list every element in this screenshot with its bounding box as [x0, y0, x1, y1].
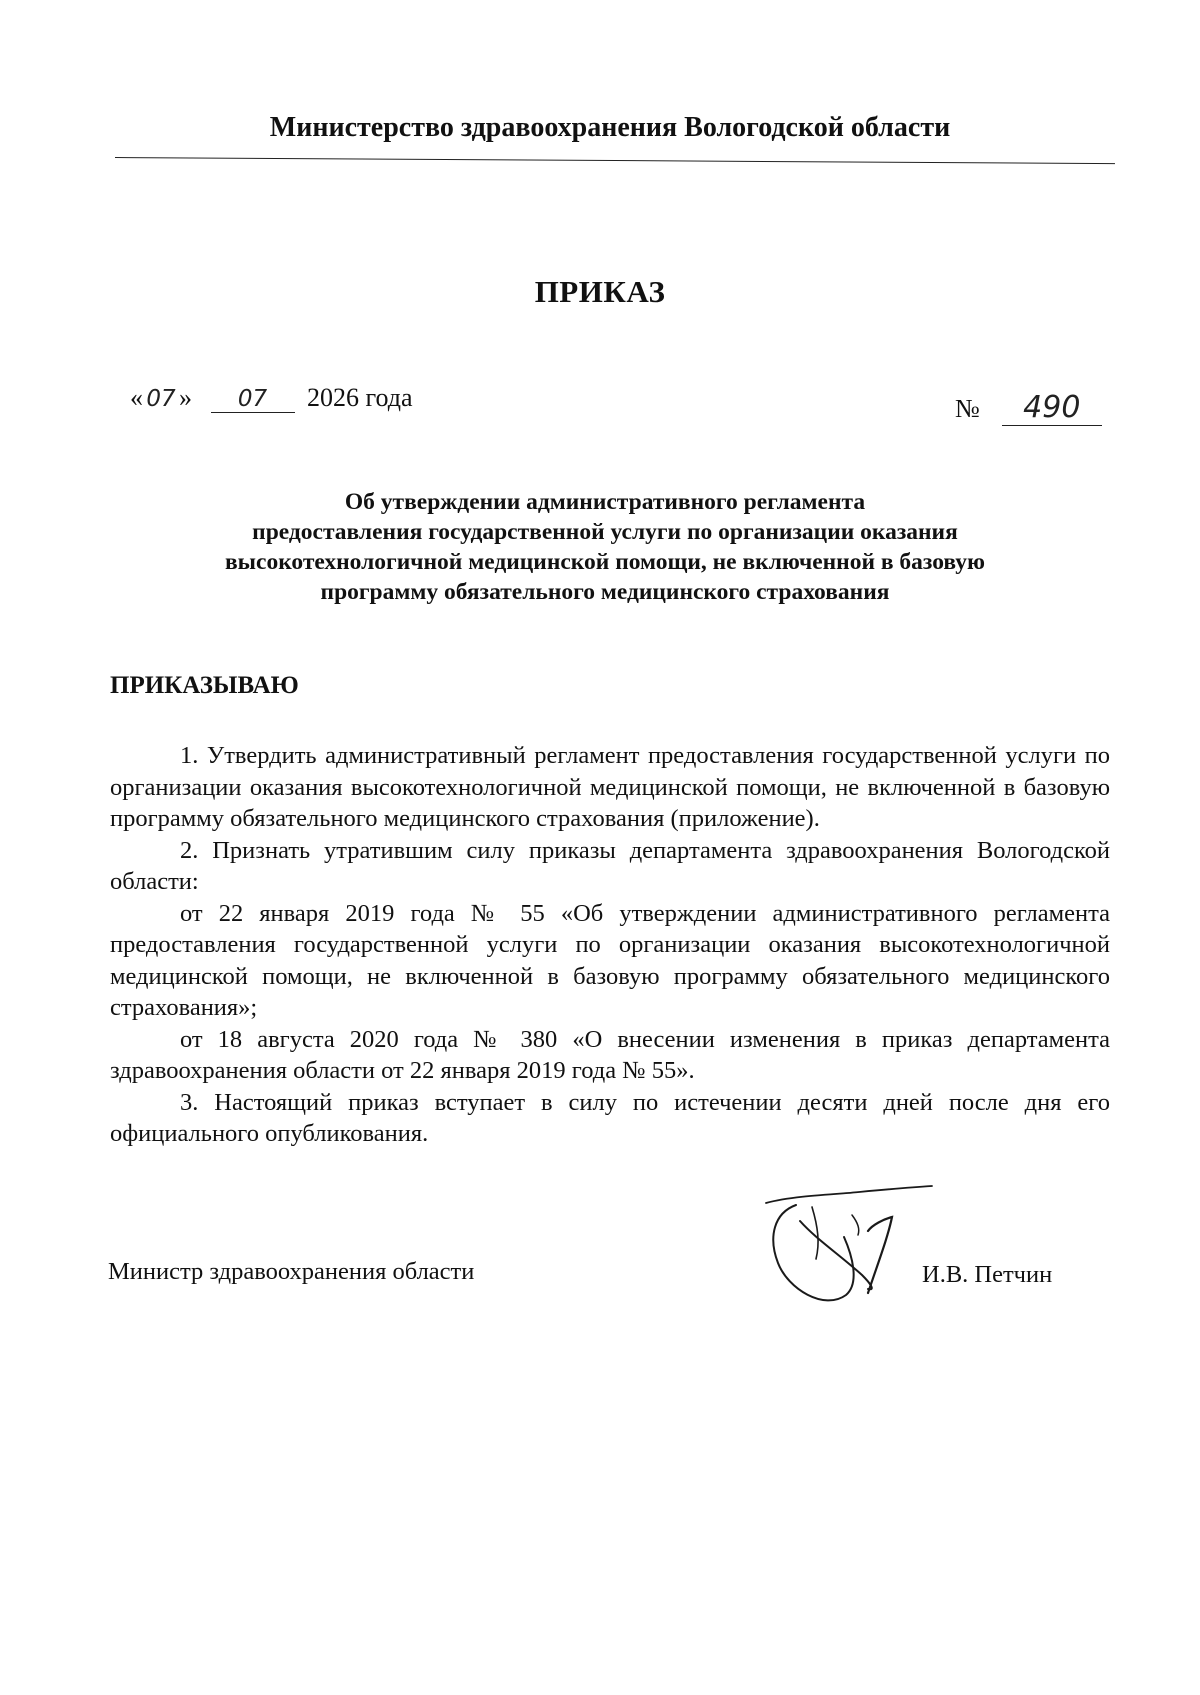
- subject-line: Об утверждении административного регламента: [344, 489, 866, 515]
- organization-name: Министерство здравоохранения Вологодской области: [269, 112, 951, 143]
- document-date: [130, 383, 413, 413]
- subject-line: высокотехнологичной медицинской помощи, не включенной в базовую: [224, 549, 986, 575]
- paragraph-item-1: 1. Утвердить административный регламент предоставления государственной услуги по организации оказания высокотехнологичной медицинской помощи, не включенной в базовую программу обязательного медицинского страхования (приложение).: [110, 742, 1110, 832]
- date-month-handwritten: 07: [211, 386, 295, 413]
- date-year: 2026 года: [307, 383, 413, 412]
- signer-name: И.В. Петчин: [922, 1261, 1053, 1288]
- date-open-quote: «: [130, 383, 143, 412]
- paragraph-subitem-order-55: от 22 января 2019 года № 55 «Об утверждении административного регламента предоставления государственной услуги по организации оказания высокотехнологичной медицинской помощи, не включенной в базовую программу обязательного медицинского страхования»;: [110, 899, 1110, 1021]
- number-sign: №: [955, 394, 980, 423]
- subject-line: предоставления государственной услуги по организации оказания: [252, 519, 958, 545]
- document-title: ПРИКАЗ: [534, 274, 666, 309]
- order-directive: ПРИКАЗЫВАЮ: [110, 672, 299, 699]
- signer-title: Министр здравоохранения области: [108, 1258, 475, 1285]
- paragraph-item-3: 3. Настоящий приказ вступает в силу по истечении десяти дней после дня его официального опубликования.: [110, 1088, 1110, 1147]
- document-number: [955, 390, 1102, 426]
- document-body: [110, 740, 1110, 1150]
- number-handwritten: 490: [1002, 390, 1102, 426]
- date-close-quote: »: [179, 383, 192, 412]
- subject-line: программу обязательного медицинского страхования: [320, 579, 890, 605]
- paragraph-item-2: 2. Признать утратившим силу приказы департамента здравоохранения Вологодской области:: [110, 836, 1110, 895]
- date-day-handwritten: 07: [146, 386, 176, 412]
- handwritten-signature: [760, 1185, 960, 1315]
- document-subject: [130, 487, 1080, 607]
- paragraph-subitem-order-380: от 18 августа 2020 года № 380 «О внесении изменения в приказ департамента здравоохранения области от 22 января 2019 года № 55».: [110, 1025, 1110, 1084]
- header-rule: [115, 157, 1115, 164]
